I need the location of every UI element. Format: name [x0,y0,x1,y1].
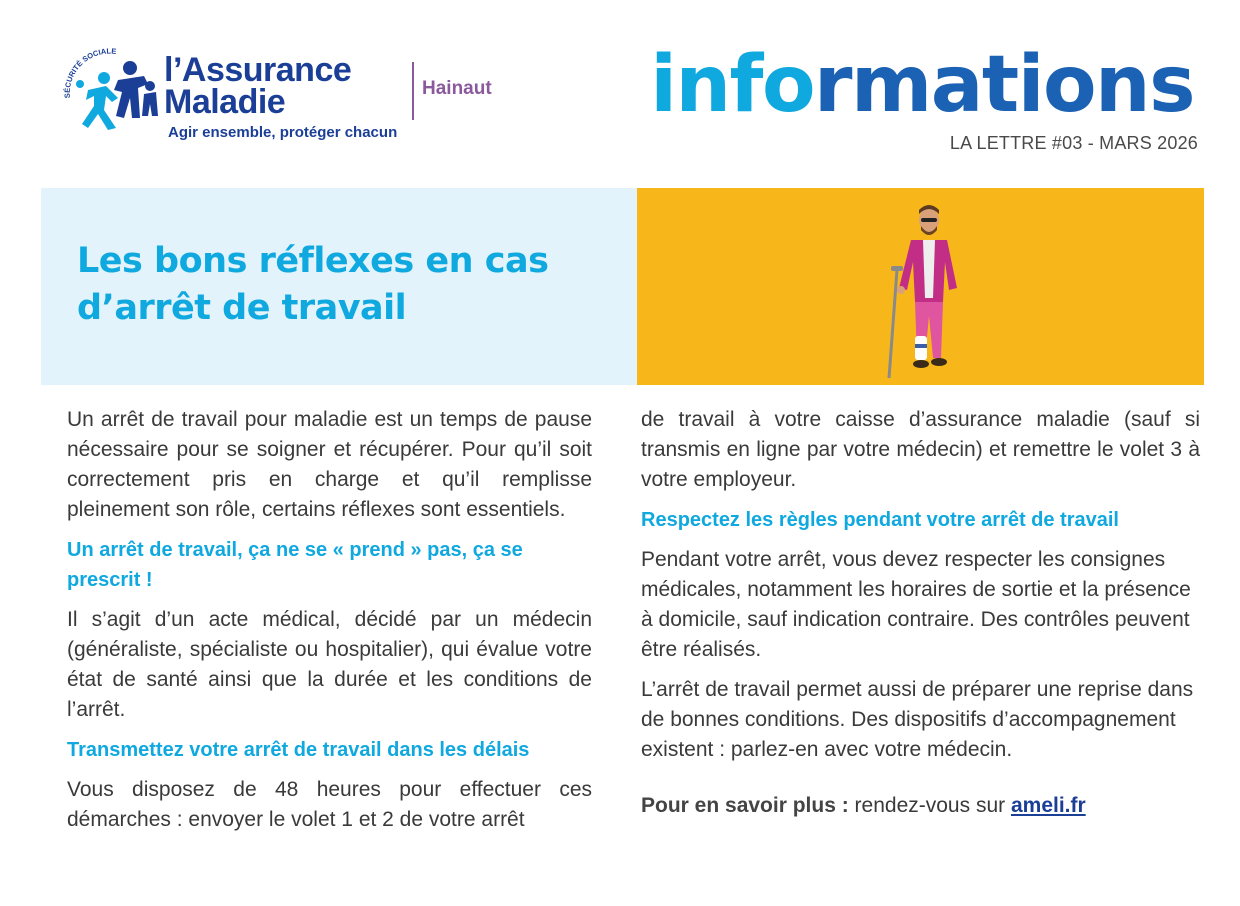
brand-tagline: Agir ensemble, protéger chacun [168,124,398,141]
paragraph-transmission: Vous disposez de 48 heures pour effectuer ces démarches : envoyer le volet 1 et 2 de votre arrêt [67,778,592,831]
intro-paragraph: Un arrêt de travail pour maladie est un temps de pause nécessaire pour se soigner et récupérer. Pour qu’il soit correctement pris en charge et qu’il remplisse pleinement son rôle, certains réflexes sont essentiels. [67,408,592,521]
masthead-title [650,40,1194,130]
header-divider [412,62,414,120]
issue-label: LA LETTRE #03 - MARS 2026 [949,133,1198,153]
page-title: Les bons réflexes en cas d’arrêt de travail [77,241,549,328]
more-info [641,791,1200,821]
section-heading-rules: Respectez les règles pendant votre arrêt de travail [641,509,1119,531]
left-column [67,405,592,845]
section-heading-transmission: Transmettez votre arrêt de travail dans les délais [67,739,530,761]
banner-illustration-panel [637,188,1204,385]
more-info-label: Pour en savoir plus : [641,794,849,817]
paragraph-rules: Pendant votre arrêt, vous devez respecter les consignes médicales, notamment les horaires de sortie et la présence à domicile, sauf indication contraire. Des contrôles peuvent être réalisés. [641,548,1191,661]
paragraph-recovery: L’arrêt de travail permet aussi de préparer une reprise dans de bonnes conditions. Des dispositifs d’accompagnement existent : parlez-en avec votre médecin. [641,678,1194,761]
masthead-light: info [650,40,815,130]
paragraph-prescription: Il s’agit d’un acte médical, décidé par un médecin (généraliste, spécialiste ou hospitalier), qui évalue votre état de santé ainsi que la durée et les conditions de l’arrêt. [67,608,592,721]
man-on-crutch-illustration [877,198,977,385]
people-logo-icon [58,40,168,140]
masthead-dark: rmations [814,40,1194,130]
section-heading-prescription: Un arrêt de travail, ça ne se « prend » pas, ça se prescrit ! [67,539,523,591]
region-label: Hainaut [422,78,492,99]
ameli-link[interactable]: ameli.fr [1010,794,1086,817]
paragraph-transmission-continued: de travail à votre caisse d’assurance maladie (sauf si transmis en ligne par votre médecin) et remettre le volet 3 à votre employeur. [641,408,1200,491]
right-column [641,405,1200,831]
brand-name: l’Assurance Maladie [164,51,352,121]
svg-text:SÉCURITÉ SOCIALE: SÉCURITÉ SOCIALE [62,46,117,99]
banner-title-panel [41,188,637,385]
more-info-text: rendez-vous sur [848,794,1011,817]
assurance-maladie-logo [58,40,418,150]
